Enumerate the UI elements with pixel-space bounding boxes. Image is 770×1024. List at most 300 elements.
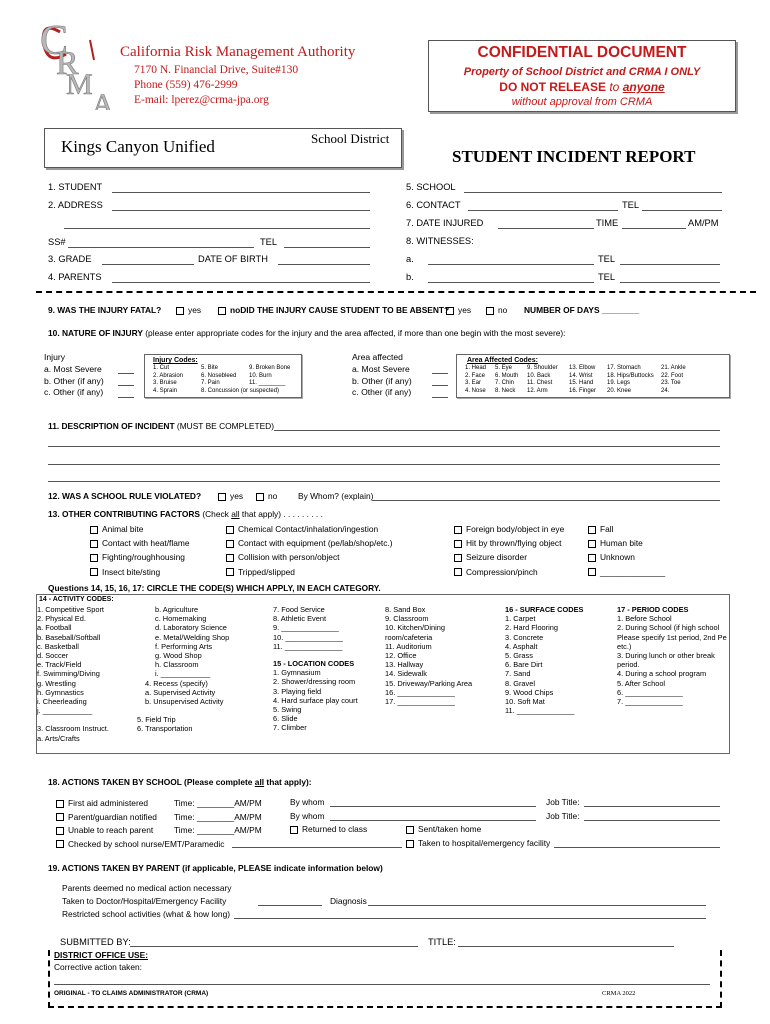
activity-code: e. Metal/Welding Shop <box>155 632 230 642</box>
location-code: 8. Sand Box <box>385 605 426 614</box>
activity-code: e. Track/Field <box>37 660 82 670</box>
activity-code <box>137 706 229 715</box>
location-codes-title: 15 - LOCATION CODES <box>273 659 355 668</box>
ssn-label: SS# <box>48 237 66 247</box>
q18-option-label: First aid administered <box>68 798 149 808</box>
district-box <box>44 128 402 168</box>
address-field-2[interactable] <box>64 228 370 229</box>
q13-option[interactable] <box>454 536 564 550</box>
q18-label <box>48 777 312 787</box>
injury-other-2: c. Other (if any) <box>44 387 104 398</box>
q13-option-label: Insect bite/sting <box>102 566 161 577</box>
injury-code: 7. Pain <box>201 380 220 386</box>
q13-option[interactable] <box>226 565 393 579</box>
submitted-by-field[interactable] <box>130 946 418 947</box>
q18-time-field[interactable]: Time: ________AM/PM <box>174 825 262 835</box>
q13-option[interactable] <box>454 522 564 536</box>
date-injured-field[interactable] <box>498 228 594 229</box>
activity-code: c. Homemaking <box>155 614 207 624</box>
footer-right: CRMA 2022 <box>602 990 636 997</box>
confidential-line2 <box>429 80 735 94</box>
location-code: 6. Slide <box>273 714 298 724</box>
period-code: 6. ______________ <box>617 687 683 697</box>
codes-table <box>36 594 730 754</box>
contact-label: 6. CONTACT <box>406 200 461 210</box>
address-field[interactable] <box>112 210 370 211</box>
q18-end: that apply): <box>264 777 312 787</box>
area-code: 1. Head <box>465 365 487 371</box>
injury-code: 8. Concussion (or suspected) <box>201 387 280 394</box>
q13-end: that apply) . . . . . . . . . <box>239 509 323 519</box>
checkbox-icon[interactable] <box>226 526 234 534</box>
surface-code: 1. Carpet <box>505 614 536 624</box>
surface-code: 2. Hard Flooring <box>505 623 558 633</box>
activity-code: 1. Competitive Sport <box>37 605 104 614</box>
q9-absent-no[interactable] <box>486 305 507 315</box>
q13-option-label: Hit by thrown/flying object <box>466 538 562 549</box>
q13-option[interactable] <box>90 536 190 550</box>
area-code: 24. <box>661 387 670 394</box>
area-code: 6. Mouth <box>495 372 519 379</box>
student-label: 1. STUDENT <box>48 182 103 192</box>
location-code: 7. Climber <box>273 723 307 733</box>
surface-code: 7. Sand <box>505 669 531 679</box>
q19-diagnosis: Diagnosis <box>330 896 367 906</box>
activity-code <box>37 715 109 724</box>
q18-job-title-field-1[interactable] <box>584 806 720 807</box>
q13-option[interactable] <box>588 550 665 564</box>
activity-code: f. Swimming/Diving <box>37 669 100 679</box>
q18-nurse-field[interactable] <box>232 847 402 848</box>
district-label: School District <box>311 131 390 146</box>
area-code: 20. Knee <box>607 387 632 394</box>
witnesses-label: 8. WITNESSES: <box>406 236 474 246</box>
tel-field[interactable] <box>284 247 370 248</box>
contact-tel-label: TEL <box>622 200 640 210</box>
surface-code: 11. ______________ <box>505 706 575 716</box>
q13-option-label: Tripped/slipped <box>238 566 295 577</box>
location-code: 13. Hallway <box>385 660 424 670</box>
checkbox-icon[interactable] <box>226 554 234 562</box>
student-field[interactable] <box>112 192 370 193</box>
q13-option-label: Collision with person/object <box>238 552 340 563</box>
q18-option-label: Parent/guardian notified <box>68 811 157 822</box>
q10-label <box>48 328 566 338</box>
title-field[interactable] <box>458 946 674 947</box>
area-code: 8. Neck <box>495 387 516 394</box>
q13-option-label: Chemical Contact/inhalation/ingestion <box>238 524 379 534</box>
q13-option-label: Fighting/roughhousing <box>102 552 185 563</box>
activity-code: a. Arts/Crafts <box>37 733 80 743</box>
area-codes-box <box>456 354 730 398</box>
q9-absent-yes-label: yes <box>458 305 472 315</box>
q13-col4 <box>588 522 665 579</box>
injury-code: 6. Nosebleed <box>201 372 237 379</box>
injury-code: 4. Sprain <box>153 387 178 394</box>
injury-code: 5. Bite <box>201 365 219 371</box>
q12-yes[interactable] <box>218 491 243 501</box>
injury-code: 10. Burn <box>249 372 272 379</box>
injury-code: 2. Abrasion <box>153 372 184 379</box>
injury-b-field[interactable] <box>118 385 134 386</box>
checkbox-icon[interactable] <box>588 540 596 548</box>
activity-code: 7. Food Service <box>273 605 325 614</box>
anyone-word: anyone <box>622 80 665 94</box>
area-code: 14. Wrist <box>569 372 593 379</box>
area-code: 2. Face <box>465 372 486 379</box>
injury-code: 11. ________ <box>249 380 286 386</box>
area-code: 17. Stomach <box>607 365 641 371</box>
checkbox-icon[interactable] <box>56 800 64 808</box>
report-title: STUDENT INCIDENT REPORT <box>452 147 696 166</box>
codes-header: Questions 14, 15, 16, 17: CIRCLE THE CODE(S) WHICH APPLY, IN EACH CATEGORY. <box>48 583 381 593</box>
q13-option-label: Fall <box>600 524 614 534</box>
time-field[interactable] <box>622 228 686 229</box>
org-email: E-mail: lperez@crma-jpa.org <box>134 94 269 106</box>
q18-job-title-field-2[interactable] <box>584 820 720 821</box>
confidential-title: CONFIDENTIAL DOCUMENT <box>477 44 687 61</box>
crma-logo-graphic <box>30 10 130 110</box>
parents-field[interactable] <box>112 282 370 283</box>
injury-c-field[interactable] <box>118 397 134 398</box>
q19-facility-field[interactable] <box>258 905 322 906</box>
checkbox-icon[interactable] <box>218 307 226 315</box>
footer-left: ORIGINAL - TO CLAIMS ADMINISTRATOR (CRMA) <box>54 990 209 997</box>
q13-option[interactable] <box>90 565 190 579</box>
q12-yes-label: yes <box>230 491 244 501</box>
location-code: 4. Hard surface play court <box>273 695 358 705</box>
injury-most-severe: a. Most Severe <box>44 363 102 374</box>
activity-code: b. Baseball/Softball <box>37 632 101 642</box>
q13-option[interactable] <box>226 536 393 550</box>
checkbox-icon[interactable] <box>90 568 98 576</box>
corrective-action-label: Corrective action taken: <box>54 962 142 972</box>
area-other-1: b. Other (if any) <box>352 375 412 386</box>
period-code: 2. During School (if high school <box>617 623 720 633</box>
q18-hospital-field[interactable] <box>554 847 720 848</box>
period-code: 4. During a school program <box>617 669 707 679</box>
confidential-line3: without approval from CRMA <box>511 96 653 108</box>
activity-code: f. Performing Arts <box>155 641 213 651</box>
area-code: 13. Elbow <box>569 365 596 371</box>
activity-code: b. Agriculture <box>155 605 199 614</box>
activity-code: 5. Field Trip <box>137 715 176 725</box>
school-label: 5. SCHOOL <box>406 182 456 192</box>
q11-label <box>48 421 274 431</box>
q12-by-whom: By Whom? (explain) <box>298 491 374 501</box>
witness-b-tel-field[interactable] <box>620 282 720 283</box>
checkbox-icon[interactable] <box>90 526 98 534</box>
ssn-field[interactable] <box>68 247 254 248</box>
q9-no-label: noDID THE INJURY CAUSE STUDENT TO BE ABSENT? <box>230 305 450 315</box>
q18-hospital-label: Taken to hospital/emergency facility <box>418 838 551 848</box>
q9-absent-yes[interactable] <box>446 305 471 315</box>
checkbox-icon[interactable] <box>226 540 234 548</box>
activity-code: d. Soccer <box>37 651 69 661</box>
q13-option[interactable] <box>588 522 665 536</box>
q13-col3 <box>454 522 564 579</box>
checkbox-icon[interactable] <box>588 568 596 576</box>
section-divider <box>36 291 756 293</box>
q18-by-whom-field-1[interactable] <box>330 806 536 807</box>
q18-job-title-1: Job Title: <box>546 797 580 807</box>
q18-sent-home-label: Sent/taken home <box>418 824 482 834</box>
to-word: to <box>609 80 620 94</box>
q18-time-field[interactable]: Time: ________AM/PM <box>174 811 262 822</box>
injury-codes-col1 <box>153 365 183 395</box>
contact-tel-field[interactable] <box>642 210 722 211</box>
checkbox-icon[interactable] <box>56 813 64 821</box>
org-name: California Risk Management Authority <box>120 44 356 60</box>
description-line-2[interactable] <box>48 446 720 447</box>
activity-code: g. Wrestling <box>37 678 76 688</box>
checkbox-icon[interactable] <box>588 526 596 534</box>
q9-absent-no-label: no <box>498 305 508 315</box>
activity-code: 10. ______________ <box>273 632 343 642</box>
location-code: 11. Auditorium <box>385 641 432 651</box>
title-label: TITLE: <box>428 937 456 947</box>
area-b-field[interactable] <box>432 385 448 386</box>
injury-heading: Injury <box>44 352 66 362</box>
period-codes-title: 17 - PERIOD CODES <box>617 605 689 614</box>
activity-code: 2. Physical Ed. <box>37 614 86 624</box>
period-code: Please specify 1st period, 2nd Pe <box>617 632 727 642</box>
injury-a-field[interactable] <box>118 373 134 374</box>
q13-option-label: Animal bite <box>102 524 144 534</box>
q12-no[interactable] <box>256 491 277 501</box>
area-code: 12. Arm <box>527 387 548 394</box>
area-most-severe: a. Most Severe <box>352 363 410 374</box>
district-name[interactable]: Kings Canyon Unified <box>61 137 215 156</box>
checkbox-icon[interactable] <box>56 840 64 848</box>
checkbox-icon[interactable] <box>218 493 226 501</box>
org-address: 7170 N. Financial Drive, Suite#130 <box>134 64 299 76</box>
q13-option-label: Human bite <box>600 538 643 549</box>
q19-label: 19. ACTIONS TAKEN BY PARENT (if applicable, PLEASE indicate information below) <box>48 863 383 873</box>
q13-option[interactable] <box>588 565 665 579</box>
ampm-label: AM/PM <box>688 218 719 228</box>
checkbox-icon[interactable] <box>454 540 462 548</box>
area-code: 3. Ear <box>465 380 482 386</box>
activity-code: a. Football <box>37 623 72 633</box>
checkbox-icon[interactable] <box>256 493 264 501</box>
period-code: period. <box>617 660 640 670</box>
area-heading: Area affected <box>352 352 403 362</box>
description-line-3[interactable] <box>48 464 720 465</box>
q12-by-whom-field[interactable] <box>372 500 720 501</box>
area-code: 4. Nose <box>465 387 486 394</box>
description-line-4[interactable] <box>48 481 720 482</box>
q13-option[interactable] <box>226 550 393 564</box>
area-c-field[interactable] <box>432 397 448 398</box>
checkbox-icon[interactable] <box>290 826 298 834</box>
period-code: 7. ______________ <box>617 697 683 707</box>
q19-line1: Parents deemed no medical action necessary <box>62 883 232 893</box>
crma-logo <box>30 10 130 110</box>
witness-b-tel-label: TEL <box>598 272 616 282</box>
q13-option[interactable] <box>454 550 564 564</box>
q18-returned[interactable] <box>290 824 367 834</box>
dob-label: DATE OF BIRTH <box>198 254 268 264</box>
q18-by-whom-2: By whom <box>290 811 325 821</box>
area-codes-col1 <box>465 365 486 395</box>
area-code: 5. Eye <box>495 365 513 371</box>
q9-days[interactable]: NUMBER OF DAYS ________ <box>524 305 640 315</box>
checkbox-icon[interactable] <box>454 568 462 576</box>
q13-option[interactable] <box>90 522 190 536</box>
q12-no-label: no <box>268 491 278 501</box>
injury-code: 1. Cut <box>153 365 170 371</box>
parents-label: 4. PARENTS <box>48 272 102 282</box>
q19-restricted-field[interactable] <box>234 918 706 919</box>
area-a-field[interactable] <box>432 373 448 374</box>
location-code: room/cafeteria <box>385 632 433 642</box>
checkbox-icon[interactable] <box>406 826 414 834</box>
area-codes-col3 <box>527 365 558 395</box>
checkbox-icon[interactable] <box>486 307 494 315</box>
q13-label <box>48 509 323 519</box>
area-codes-title: Area Affected Codes: <box>467 357 538 364</box>
location-code: 17. ______________ <box>385 697 455 707</box>
activity-col3 <box>273 605 343 651</box>
q13-title: 13. OTHER CONTRIBUTING FACTORS <box>48 509 201 519</box>
activity-codes-title: 14 - ACTIVITY CODES: <box>39 596 114 603</box>
q18-option[interactable] <box>56 838 224 852</box>
q10-instructions: (please enter appropriate codes for the injury and the area affected, if more than one begin with the most severe): <box>142 328 566 338</box>
checkbox-icon[interactable] <box>176 307 184 315</box>
surface-codes-title: 16 - SURFACE CODES <box>505 605 584 614</box>
location-col2 <box>385 605 472 706</box>
q18-sent-home[interactable] <box>406 824 481 834</box>
activity-code: g. Wood Shop <box>155 651 202 661</box>
activity-code: h. Gymnastics <box>37 687 84 697</box>
q9-yes[interactable] <box>176 305 201 315</box>
q12-label: 12. WAS A SCHOOL RULE VIOLATED? <box>48 491 202 501</box>
q13-option[interactable] <box>454 565 564 579</box>
area-codes-col4 <box>569 365 596 395</box>
witness-b-field[interactable] <box>428 282 594 283</box>
q13-option[interactable] <box>226 522 393 536</box>
area-codes-col2 <box>495 365 518 395</box>
date-injured-label: 7. DATE INJURED <box>406 218 484 228</box>
checkbox-icon[interactable] <box>226 568 234 576</box>
surface-code: 10. Soft Mat <box>505 697 545 707</box>
activity-code: c. Basketball <box>37 641 79 651</box>
location-code: 14. Sidewalk <box>385 669 427 679</box>
time-label: TIME <box>596 218 619 228</box>
description-line-1[interactable] <box>274 430 720 431</box>
checkbox-icon[interactable] <box>446 307 454 315</box>
witness-a-field[interactable] <box>428 264 594 265</box>
corrective-action-field[interactable] <box>54 984 710 985</box>
activity-code: i. Cheerleading <box>37 697 87 707</box>
svg-text:C: C <box>40 18 69 64</box>
q18-by-whom-field-2[interactable] <box>330 820 536 821</box>
period-code: 1. Before School <box>617 614 672 624</box>
activity-code: 4. Recess (specify) <box>145 678 208 688</box>
activity-code: 9. ______________ <box>273 623 339 633</box>
q9-no-absent[interactable] <box>218 305 449 315</box>
checkbox-icon[interactable] <box>90 554 98 562</box>
activity-code: 11. ______________ <box>273 641 343 651</box>
q18-hospital[interactable] <box>406 838 550 848</box>
q9-yes-label: yes <box>188 305 202 315</box>
area-code: 16. Finger <box>569 387 597 394</box>
location-code: 5. Swing <box>273 705 302 715</box>
checkbox-icon[interactable] <box>406 840 414 848</box>
witness-a-tel-field[interactable] <box>620 264 720 265</box>
witness-a-label: a. <box>406 254 414 264</box>
q18-all: all <box>254 777 265 787</box>
q13-check: (Check <box>200 509 232 519</box>
checkbox-icon[interactable] <box>90 540 98 548</box>
q13-option-label: Contact with heat/flame <box>102 538 190 549</box>
activity-col1 <box>37 605 109 743</box>
q13-option-label: Foreign body/object in eye <box>466 524 565 534</box>
school-field[interactable] <box>464 192 722 193</box>
grade-field[interactable] <box>102 264 194 265</box>
injury-code: 9. Broken Bone <box>249 365 291 371</box>
checkbox-icon[interactable] <box>588 554 596 562</box>
period-code: 5. After School <box>617 678 666 688</box>
area-code: 11. Chest <box>527 380 553 386</box>
injury-code: 3. Bruise <box>153 380 177 386</box>
period-code: 3. During lunch or other break <box>617 651 715 661</box>
q18-option-label: Checked by school nurse/EMT/Paramedic <box>68 838 225 849</box>
q19-diagnosis-field[interactable] <box>368 905 706 906</box>
q13-option-label: Unknown <box>600 552 635 563</box>
q18-title: 18. ACTIONS TAKEN BY SCHOOL (Please complete <box>48 777 255 787</box>
area-codes-col5 <box>607 365 654 395</box>
activity-code: i. ____________ <box>155 669 211 679</box>
witness-b-label: b. <box>406 272 414 282</box>
injury-codes-col3 <box>249 365 290 388</box>
q18-time-field[interactable]: Time: ________AM/PM <box>174 798 262 808</box>
dob-field[interactable] <box>278 264 370 265</box>
location-code: 12. Office <box>385 651 417 661</box>
area-code: 15. Hand <box>569 380 594 386</box>
checkbox-icon[interactable] <box>454 554 462 562</box>
activity-code: 3. Classroom Instruct. <box>37 724 109 734</box>
q18-by-whom-1: By whom <box>290 797 325 807</box>
contact-field[interactable] <box>468 210 618 211</box>
svg-text:R: R <box>56 45 79 82</box>
svg-text:A: A <box>92 88 114 110</box>
area-codes-col6 <box>661 365 686 395</box>
activity-code: a. Supervised Activity <box>145 687 216 697</box>
svg-text:M: M <box>66 68 93 101</box>
surface-code: 9. Wood Chips <box>505 687 554 697</box>
checkbox-icon[interactable] <box>56 827 64 835</box>
activity-code: 8. Athletic Event <box>273 614 326 624</box>
location-code: 2. Shower/dressing room <box>273 677 356 687</box>
area-code: 22. Foot <box>661 372 684 379</box>
injury-list <box>44 352 104 399</box>
activity-code: j. ____________ <box>37 706 93 716</box>
injury-codes-box <box>144 354 302 398</box>
q18-times <box>174 797 262 838</box>
area-code: 9. Shoulder <box>527 365 558 371</box>
checkbox-icon[interactable] <box>454 526 462 534</box>
q13-option[interactable] <box>588 536 665 550</box>
district-office-title: DISTRICT OFFICE USE: <box>54 950 148 960</box>
activity-code: 6. Transportation <box>137 724 193 734</box>
q10-title: 10. NATURE OF INJURY <box>48 328 143 338</box>
q13-option[interactable] <box>90 550 190 564</box>
grade-label: 3. GRADE <box>48 254 92 264</box>
surface-code: 4. Asphalt <box>505 641 538 651</box>
q13-all: all <box>231 509 240 519</box>
